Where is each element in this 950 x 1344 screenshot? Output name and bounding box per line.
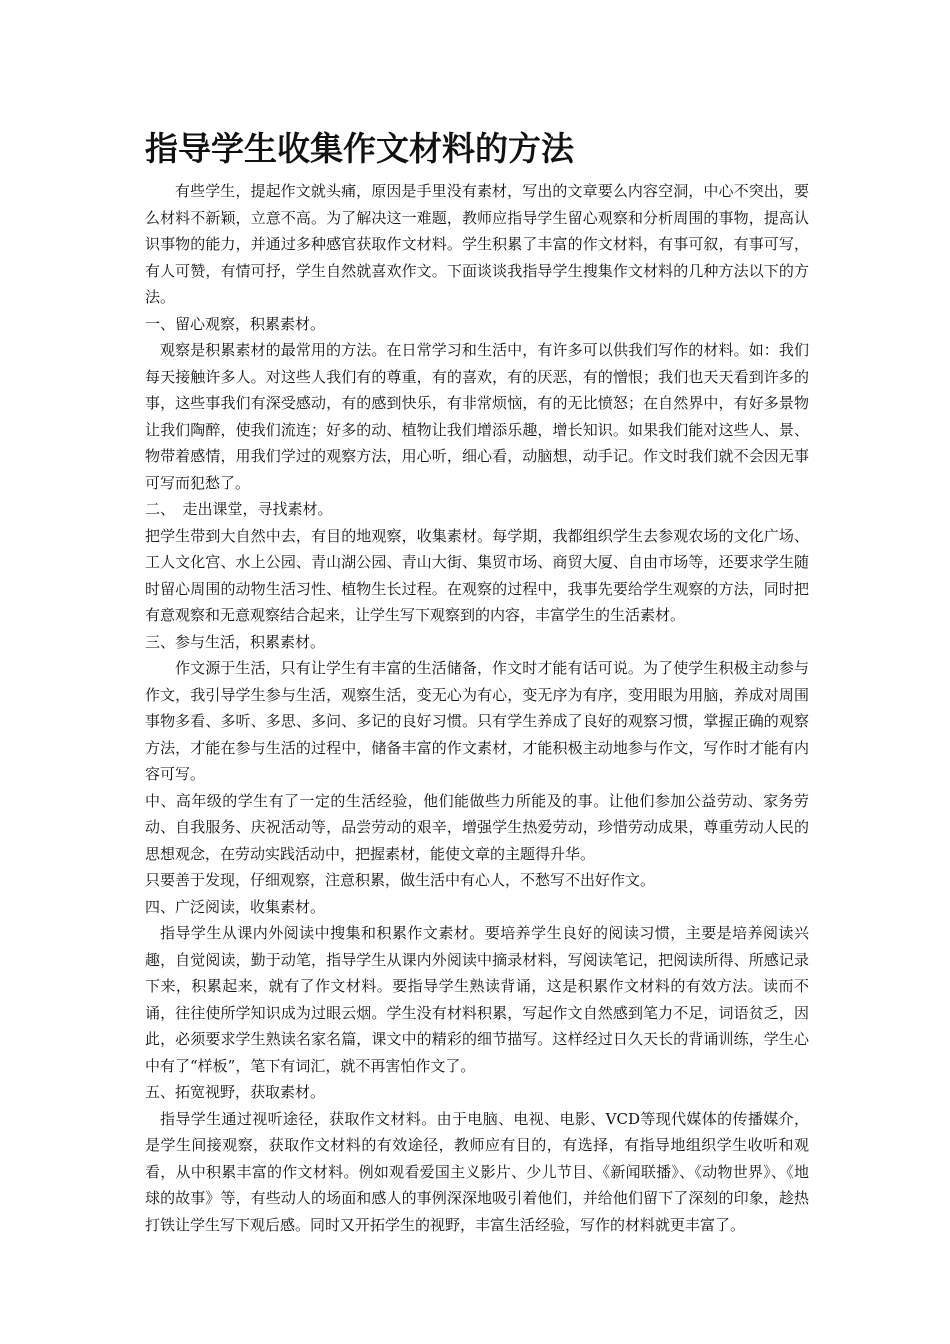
body-paragraph: 指导学生通过视听途径，获取作文材料。由于电脑、电视、电影、VCD等现代媒体的传播媒介，是学生间接观察，获取作文材料的有效途径，教师应有目的，有选择，有指导地组织学生收听和观看，从中积累丰富的作文材料。例如观看爱国主义影片、少儿节目、《新闻联播》、《动物世界》、《地球的故事》等，有些动人的场面和感人的事例深深地吸引着他们，并给他们留下了深刻的印象，趁热打铁让学生写下观后感。同时又开拓学生的视野，丰富生活经验，写作的材料就更丰富了。 [145,1109,809,1234]
body-paragraph: 中、高年级的学生有了一定的生活经验，他们能做些力所能及的事。让他们参加公益劳动、家务劳动、自我服务、庆祝活动等，品尝劳动的艰辛，增强学生热爱劳动，珍惜劳动成果，尊重劳动人民的思想观念，在劳动实践活动中，把握素材，能使文章的主题得升华。 [145,791,809,863]
document-title: 指导学生收集作文材料的方法 [145,129,574,168]
body-paragraph: 只要善于发现，仔细观察，注意积累，做生活中有心人，不愁写不出好作文。 [145,871,656,889]
document-page [145,124,809,1238]
section-heading: 五、拓宽视野，获取素材。 [145,1083,326,1101]
section-heading: 四、广泛阅读，收集素材。 [145,897,326,916]
body-paragraph: 观察是积累素材的最常用的方法。在日常学习和生活中，有许多可以供我们写作的材料。如：我们每天接触许多人。对这些人我们有的尊重，有的喜欢，有的厌恶，有的憎恨；我们也天天看到许多的事，这些事我们有深受感动，有的感到快乐，有非常烦恼，有的无比愤怒；在自然界中，有好多景物让我们陶醉，使我们流连；好多的动、植物让我们增添乐趣，增长知识。如果我们能对这些人、景、物带着感情，用我们学过的观察方法，用心听，细心看，动脑想，动手记。作文时我们就不会因无事可写而犯愁了。 [145,341,809,492]
section-heading: 二、 走出课堂，寻找素材。 [145,500,333,518]
section-heading: 三、参与生活，积累素材。 [145,632,326,651]
body-paragraph: 指导学生从课内外阅读中搜集和积累作文素材。要培养学生良好的阅读习惯，主要是培养阅读兴趣，自觉阅读，勤于动笔，指导学生从课内外阅读中摘录材料，写阅读笔记，把阅读所得、所感记录下来，积累起来，就有了作文材料。要指导学生熟读背诵，这是积累作文材料的有效方法。读而不诵，往往使所学知识成为过眼云烟。学生没有材料积累，写起作文自然感到笔力不足，词语贫乏，因此，必须要求学生熟读名家名篇，课文中的精彩的细节描写。这样经过日久天长的背诵训练，学生心中有了“样板”，笔下有词汇，就不再害怕作文了。 [145,924,809,1075]
body-paragraph: 有些学生，提起作文就头痛，原因是手里没有素材，写出的文章要么内容空洞，中心不突出，要么材料不新颖，立意不高。为了解决这一难题，教师应指导学生留心观察和分析周围的事物，提高认识事物的能力，并通过多种感官获取作文材料。学生积累了丰富的作文材料，有事可叙，有事可写，有人可赞，有情可抒，学生自然就喜欢作文。下面谈谈我指导学生搜集作文材料的几种方法以下的方法。 [145,182,809,306]
section-heading: 一、留心观察，积累素材。 [145,314,326,333]
document-body [145,178,809,1238]
body-paragraph: 作文源于生活，只有让学生有丰富的生活储备，作文时才能有话可说。为了使学生积极主动参与作文，我引导学生参与生活，观察生活，变无心为有心，变无序为有序，变用眼为用脑，养成对周围事物多看、多听、多思、多问、多记的良好习惯。只有学生养成了良好的观察习惯，掌握正确的观察方法，才能在参与生活的过程中，储备丰富的作文素材，才能积极主动地参与作文，写作时才能有内容可写。 [145,659,809,783]
body-paragraph: 把学生带到大自然中去，有目的地观察，收集素材。每学期，我都组织学生去参观农场的文化广场、工人文化宫、水上公园、青山湖公园、青山大街、集贸市场、商贸大厦、自由市场等，还要求学生随时留心周围的动物生活习性、植物生长过程。在观察的过程中，我事先要给学生观察的方法，同时把有意观察和无意观察结合起来，让学生写下观察到的内容，丰富学生的生活素材。 [145,526,809,624]
